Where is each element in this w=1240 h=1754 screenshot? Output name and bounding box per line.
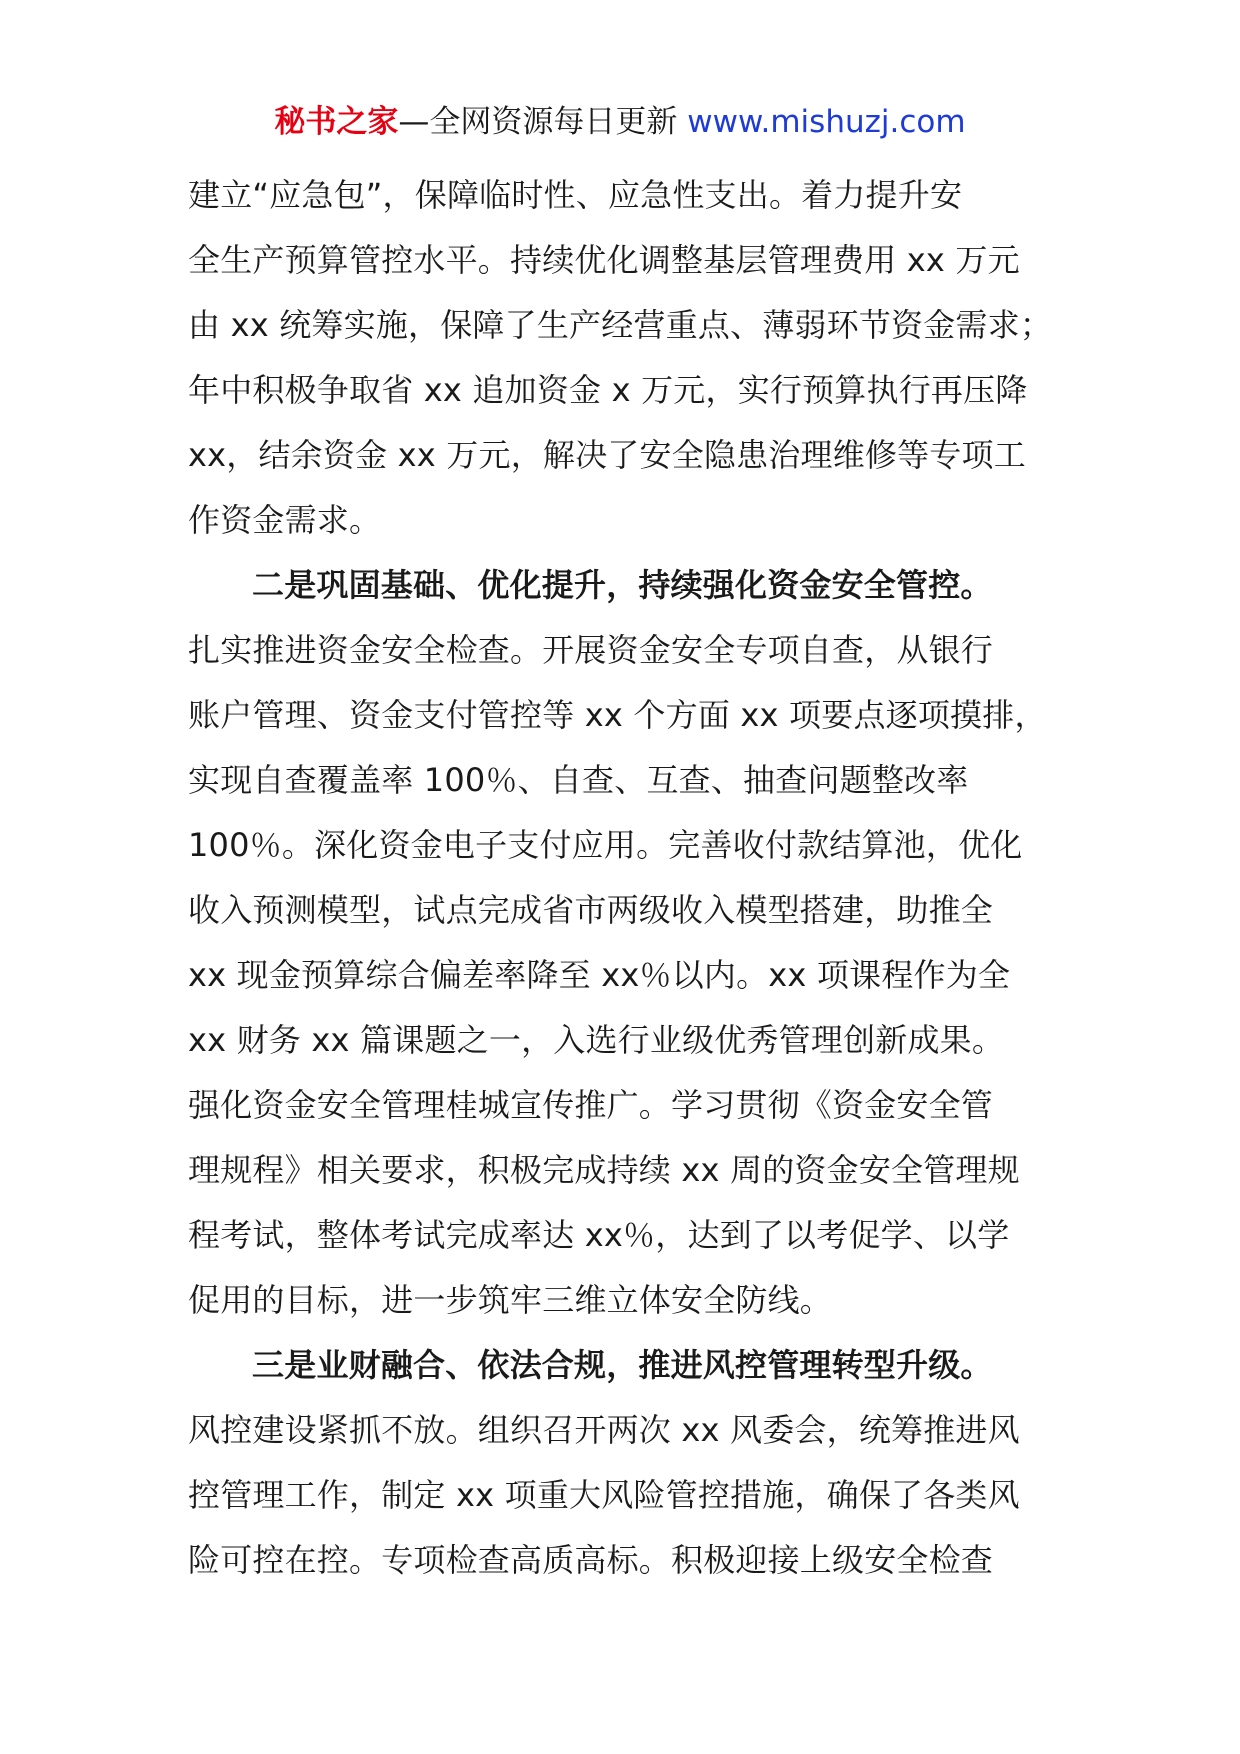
text-line: 风控建设紧抓不放。组织召开两次 xx 风委会，统筹推进风 <box>188 1411 1020 1449</box>
brand-name: 秘书之家 <box>274 104 399 140</box>
text-line: 强化资金安全管理桂城宣传推广。学习贯彻《资金安全管 <box>188 1086 994 1124</box>
text-line: 程考试，整体考试完成率达 xx％，达到了以考促学、以学 <box>188 1216 1010 1254</box>
text-line: 全生产预算管控水平。持续优化调整基层管理费用 xx 万元 <box>188 241 1020 279</box>
header-tagline: —全网资源每日更新 <box>398 104 678 140</box>
text-line: 促用的目标，进一步筑牢三维立体安全防线。 <box>188 1281 833 1319</box>
website-url: www.mishuzj.com <box>687 104 966 140</box>
section-heading: 二是巩固基础、优化提升，持续强化资金安全管控。 <box>252 566 993 604</box>
text-line: 账户管理、资金支付管控等 xx 个方面 xx 项要点逐项摸排， <box>188 696 1047 734</box>
page-header <box>0 100 1240 144</box>
text-line: 收入预测模型，试点完成省市两级收入模型搭建，助推全 <box>188 891 994 929</box>
text-line: 控管理工作，制定 xx 项重大风险管控措施，确保了各类风 <box>188 1476 1020 1514</box>
document-body <box>188 163 1098 1593</box>
text-line: xx 财务 xx 篇课题之一，入选行业级优秀管理创新成果。 <box>188 1021 1005 1059</box>
text-line: 年中积极争取省 xx 追加资金 x 万元，实行预算执行再压降 <box>188 371 1028 409</box>
text-line: xx 现金预算综合偏差率降至 xx％以内。xx 项课程作为全 <box>188 956 1011 994</box>
text-line: 作资金需求。 <box>188 501 382 539</box>
text-line: 100％。深化资金电子支付应用。完善收付款结算池，优化 <box>188 826 1023 864</box>
text-line: 扎实推进资金安全检查。开展资金安全专项自查，从银行 <box>188 631 994 669</box>
text-line: 实现自查覆盖率 100％、自查、互查、抽查问题整改率 <box>188 761 969 799</box>
text-line: xx，结余资金 xx 万元，解决了安全隐患治理维修等专项工 <box>188 436 1026 474</box>
text-line: 由 xx 统筹实施，保障了生产经营重点、薄弱环节资金需求； <box>188 306 1053 344</box>
text-line: 理规程》相关要求，积极完成持续 xx 周的资金安全管理规 <box>188 1151 1020 1189</box>
section-heading: 三是业财融合、依法合规，推进风控管理转型升级。 <box>252 1346 993 1384</box>
text-line: 建立“应急包”，保障临时性、应急性支出。着力提升安 <box>188 176 963 214</box>
text-line: 险可控在控。专项检查高质高标。积极迎接上级安全检查 <box>188 1541 994 1579</box>
